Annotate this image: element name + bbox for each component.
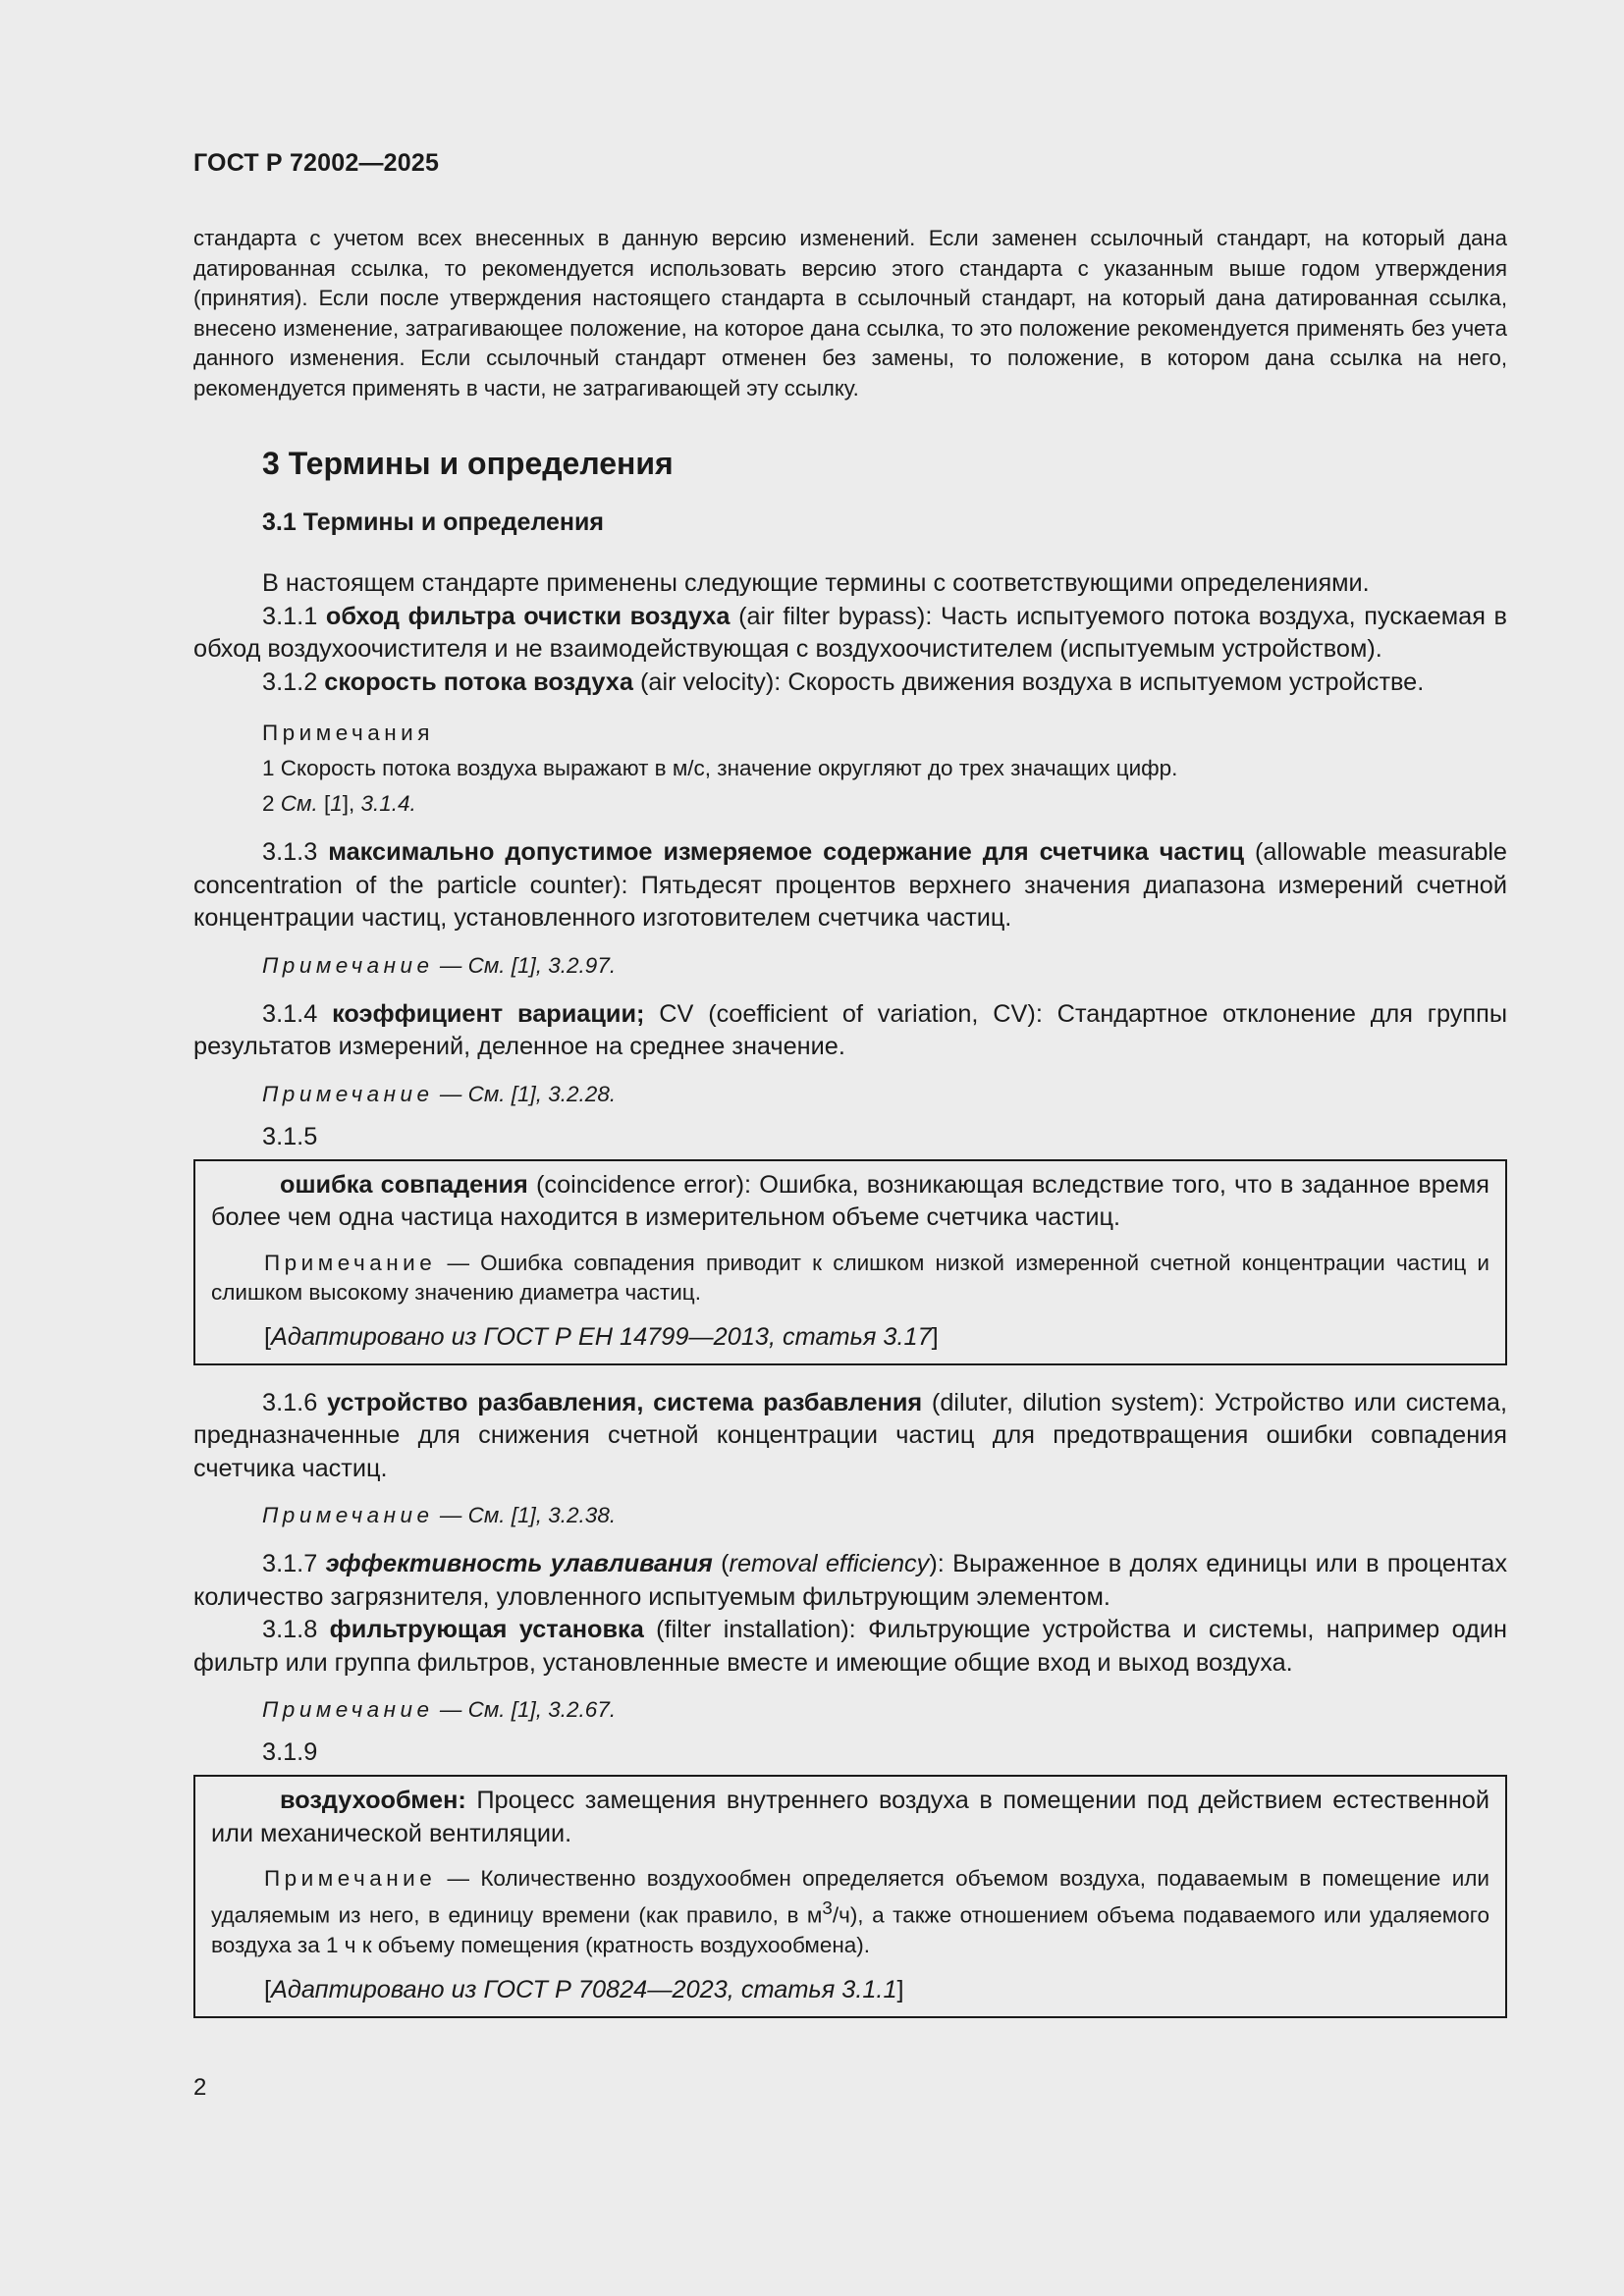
bracket-open: [ [264, 1322, 272, 1351]
note-2-bracket-close: ], [342, 791, 361, 816]
note-2-clause: 3.1.4. [360, 791, 416, 816]
paren-open: ( [712, 1550, 730, 1577]
page-number: 2 [193, 2074, 207, 2101]
term-name: максимально допустимое измеряемое содержание для счетчика частиц [328, 838, 1245, 866]
term-name: фильтрующая установка [329, 1616, 644, 1643]
term-definition: CV (coefficient of variation, CV): Стандартное отклонение для группы результатов измерений, деленное на среднее значение. [193, 999, 1508, 1060]
section-lead: В настоящем стандарте применены следующие термины с соответствующими определениями. [262, 569, 1370, 597]
note-2-num: 2 [262, 791, 281, 816]
term-3-1-9-box [193, 1775, 1507, 2018]
bracket-open: [ [264, 1975, 272, 2003]
term-3-1-1 [193, 601, 1507, 667]
note-text: — Количественно воздухообмен определяется объемом воздуха, подаваемым в помещение или удаляемым из него, в единицу времени (как правило, в м [211, 1866, 1489, 1928]
term-3-1-5-note [211, 1249, 1489, 1308]
note-2-bracket: [ [317, 791, 331, 816]
term-definition: (diluter, dilution system): Устройство или система, предназначенные для снижения счетной концентрации частиц для предотвращения ошибки совпадения счетчика частиц. [193, 1388, 1507, 1482]
term-3-1-6 [193, 1387, 1507, 1486]
note-label: Примечание [262, 1081, 434, 1106]
term-3-1-4 [193, 998, 1507, 1064]
note-label: Примечание [264, 1866, 437, 1891]
note-text: — См. [1], 3.2.67. [433, 1697, 617, 1722]
note-text: — См. [1], 3.2.97. [433, 952, 617, 978]
term-name: коэффициент вариации; [332, 999, 645, 1028]
term-name: устройство разбавления, система разбавления [327, 1388, 923, 1416]
term-english: removal efficiency [729, 1550, 930, 1577]
note-text-cont: /ч), а также отношением объема подаваемого или удаляемого воздуха за 1 ч к объему помещения (кратность воздухообмена). [211, 1902, 1490, 1957]
term-3-1-7 [193, 1548, 1507, 1614]
subsection-title: 3.1 Термины и определения [262, 508, 604, 536]
notes-heading: Примечания [262, 721, 434, 745]
source-text: Адаптировано из ГОСТ Р 70824—2023, статья 3.1.1 [271, 1975, 897, 2003]
note-text: — Ошибка совпадения приводит к слишком низкой измеренной счетной концентрации частиц и слишком высокому значению диаметра частиц. [211, 1250, 1489, 1305]
term-3-1-6-note [193, 1501, 1507, 1530]
note-2 [262, 789, 1507, 819]
note-label: Примечание [264, 1250, 437, 1275]
note-text: — См. [1], 3.2.38. [433, 1503, 617, 1527]
term-3-1-9-source [264, 1974, 1489, 2006]
intro-paragraph [193, 224, 1507, 403]
term-name: ошибка совпадения [280, 1170, 528, 1199]
term-3-1-5 [211, 1169, 1489, 1235]
term-number: 3.1.3 [262, 838, 318, 866]
term-3-1-9 [211, 1785, 1489, 1850]
term-3-1-3 [193, 836, 1507, 935]
note-label: Примечание [262, 1503, 434, 1527]
bracket-close: ] [896, 1975, 904, 2003]
term-3-1-9-number: 3.1.9 [262, 1738, 318, 1766]
term-3-1-3-note [193, 951, 1507, 981]
term-number: 3.1.8 [262, 1616, 318, 1643]
terms-section [193, 444, 1507, 2018]
note-label: Примечание [262, 1697, 434, 1722]
term-definition: (allowable measurable concentration of the particle counter): Пятьдесят процентов верхнего значения диапазона измерений счетной концентрации частиц, установленного изготовителем счетчика частиц. [193, 838, 1508, 932]
term-definition: ): Выраженное в долях единицы или в процентах количество загрязнителя, уловленного испытуемым фильтрующим элементом. [193, 1550, 1507, 1611]
term-3-1-8-note [193, 1695, 1507, 1725]
note-1: 1 Скорость потока воздуха выражают в м/с, значение округляют до трех значащих цифр. [262, 756, 1178, 780]
term-definition: (air velocity): Скорость движения воздуха в испытуемом устройстве. [632, 667, 1425, 696]
note-2-see: См. [280, 791, 318, 816]
term-number: 3.1.6 [262, 1388, 318, 1416]
term-3-1-2 [193, 667, 1507, 700]
term-name: эффективность улавливания [325, 1550, 713, 1577]
bracket-close: ] [931, 1322, 939, 1351]
term-name: воздухообмен: [280, 1787, 466, 1814]
term-definition: (air filter bypass): Часть испытуемого потока воздуха, пускаемая в обход воздухоочистителя и не взаимодействующая с воздухоочистителем (испытуемым устройством). [193, 602, 1507, 663]
term-3-1-4-note [193, 1080, 1507, 1109]
term-3-1-5-source [264, 1321, 1489, 1354]
superscript: 3 [822, 1897, 833, 1918]
note-label: Примечание [262, 952, 434, 978]
note-text: — См. [1], 3.2.28. [433, 1081, 617, 1106]
term-number: 3.1.1 [262, 602, 318, 630]
term-3-1-5-box [193, 1159, 1507, 1365]
term-number: 3.1.4 [262, 999, 318, 1028]
term-3-1-5-number: 3.1.5 [262, 1122, 318, 1150]
term-number: 3.1.2 [262, 667, 318, 696]
intro-text: стандарта с учетом всех внесенных в данную версию изменений. Если заменен ссылочный стандарт, на который дана датированная ссылка, то рекомендуется использовать версию этого стандарта с указанным выше годом утверждения (принятия). Если после утверждения настоящего стандарта в ссылочный стандарт, на который дана датированная ссылка, внесено изменение, затрагивающее положение, на которое дана ссылка, то это положение рекомендуется применять без учета данного изменения. Если ссылочный стандарт отменен без замены, то положение, в котором дана ссылка на него, рекомендуется применять в части, не затрагивающей эту ссылку. [193, 226, 1507, 400]
term-name: обход фильтра очистки воздуха [325, 602, 731, 630]
term-definition: (filter installation): Фильтрующие устройства и системы, например один фильтр или группа фильтров, установленные вместе и имеющие общие вход и выход воздуха. [193, 1616, 1508, 1677]
term-3-1-8 [193, 1614, 1507, 1680]
note-2-ref: 1 [330, 791, 343, 816]
term-name: скорость потока воздуха [324, 667, 633, 696]
term-definition: Процесс замещения внутреннего воздуха в помещении под действием естественной или механической вентиляции. [211, 1787, 1489, 1847]
section-title: 3 Термины и определения [262, 446, 674, 481]
term-3-1-9-note [211, 1864, 1489, 1960]
term-number: 3.1.7 [262, 1550, 318, 1577]
term-definition: (coincidence error): Ошибка, возникающая вследствие того, что в заданное время более чем одна частица находится в измерительном объеме счетчика частиц. [211, 1170, 1489, 1231]
source-text: Адаптировано из ГОСТ Р ЕН 14799—2013, статья 3.17 [271, 1322, 932, 1351]
document-header: ГОСТ Р 72002—2025 [193, 149, 440, 177]
